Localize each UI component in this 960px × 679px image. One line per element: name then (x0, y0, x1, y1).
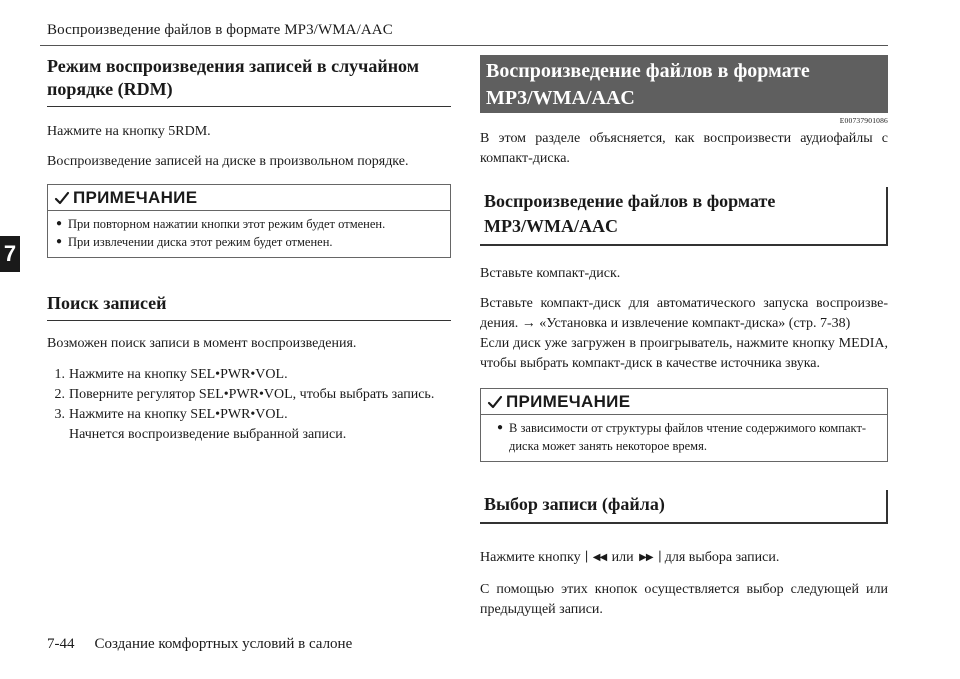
track-select-text-or: или (611, 550, 634, 565)
track-select-text-after: для выбора записи. (664, 550, 780, 565)
footer-section-title: Создание комфортных условий в салоне (94, 636, 353, 652)
track-select-heading: Выбор записи (файла) (480, 490, 888, 524)
step-3-result: Начнется воспроизведение выбранной записи. (69, 427, 347, 442)
page-number: 7-44 (47, 636, 75, 652)
search-steps (47, 365, 451, 445)
note-item-text: При повторном нажатии кнопки этот режим будет отменен. (68, 217, 386, 231)
note-title: ПРИМЕЧАНИЕ (506, 392, 631, 411)
track-select-explanation: С помощью этих кнопок осуществляется выбор следующей или предыдущей записи. (480, 582, 888, 617)
note-box-rdm (47, 184, 451, 258)
rdm-paragraph-1: Нажмите на кнопку 5RDM. (47, 124, 211, 139)
step-text: Нажмите на кнопку SEL•PWR•VOL. (69, 367, 288, 382)
insert-disc-paragraph: Вставьте компакт-диск. (480, 266, 621, 281)
step-number: 3. (54, 407, 65, 422)
left-column (47, 55, 451, 445)
next-track-icon: ▶▶▕ (639, 552, 660, 563)
header-rule (40, 45, 888, 46)
intro-paragraph: В этом разделе объясняется, как воспроизвести аудиофайлы с компакт-диска. (480, 131, 888, 166)
search-paragraph: Возможен поиск записи в момент воспроизведения. (47, 336, 357, 351)
bullet-icon: ● (56, 218, 63, 229)
note-body (481, 415, 887, 461)
step-number: 2. (54, 387, 65, 402)
step-item (47, 385, 451, 405)
track-select-paragraph (480, 548, 888, 568)
step-item (47, 405, 451, 425)
step-text: Нажмите на кнопку SEL•PWR•VOL. (69, 407, 288, 422)
track-select-text-before: Нажмите кнопку (480, 550, 581, 565)
step-item (47, 365, 451, 385)
note-box-playback (480, 388, 888, 462)
previous-track-icon: ▏◀◀ (586, 552, 607, 563)
main-section-heading: Воспроизведение файлов в формате MP3/WMA/AAC (480, 55, 888, 113)
step-text: Поверните регулятор SEL•PWR•VOL, чтобы выбрать запись. (69, 387, 435, 402)
page-header-title: Воспроизведение файлов в формате MP3/WMA/AAC (47, 22, 393, 38)
note-item-text: При извлечении диска этот режим будет отменен. (68, 235, 333, 249)
playback-subheading: Воспроизведение файлов в формате MP3/WMA/AAC (480, 187, 888, 246)
bullet-icon: ● (497, 422, 504, 433)
bullet-icon: ● (56, 236, 63, 247)
media-button-paragraph: Если диск уже загружен в проигрыватель, нажмите кнопку MEDIA, чтобы выбрать компакт-диск в качестве источника звука. (480, 336, 888, 371)
checkmark-pencil-icon (54, 190, 70, 206)
note-title: ПРИМЕЧАНИЕ (73, 188, 198, 207)
right-column (480, 55, 888, 620)
step-number: 1. (54, 367, 65, 382)
note-item (497, 419, 879, 455)
note-header (48, 185, 450, 211)
rdm-heading: Режим воспроизведения записей в случайном порядке (RDM) (47, 55, 451, 107)
checkmark-pencil-icon (487, 394, 503, 410)
note-body (48, 211, 450, 257)
auto-play-paragraph: Вставьте компакт-диск для автоматического запуска воспроизве-дения. → «Установка и извлечение компакт-диска» (стр. 7-38) (480, 296, 888, 331)
note-item (56, 233, 442, 251)
note-item (56, 215, 442, 233)
note-header (481, 389, 887, 415)
note-item-text: В зависимости от структуры файлов чтение содержимого компакт-диска может занять некоторое время. (509, 421, 867, 453)
search-heading: Поиск записей (47, 292, 451, 321)
chapter-tab: 7 (0, 236, 20, 272)
document-code: E00737901086 (839, 116, 888, 125)
page-footer (47, 636, 352, 653)
rdm-paragraph-2: Воспроизведение записей на диске в произвольном порядке. (47, 154, 409, 169)
